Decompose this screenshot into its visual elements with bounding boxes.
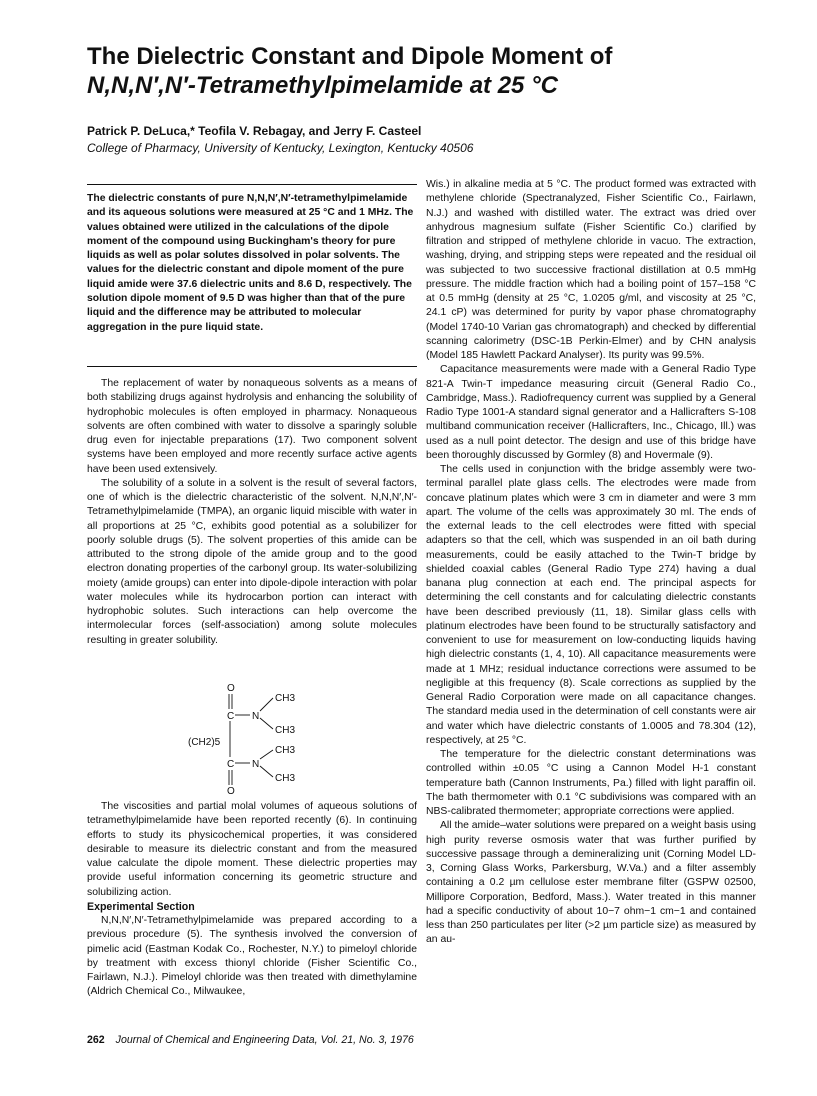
right-column — [426, 178, 756, 948]
left-column-bottom — [87, 800, 417, 1000]
methyl-label-1: CH3 — [275, 693, 296, 704]
carbon-top-label: C — [227, 711, 235, 722]
methyl-label-4: CH3 — [275, 773, 296, 784]
chemical-structure — [185, 681, 325, 796]
abstract: The dielectric constants of pure N,N,N′,N′-tetramethylpimelamide and its aqueous solutions were measured at 25 °C and 1 MHz. The values obtained were utilized in the calculations of the dipole moment of the compound using Buckingham's theory for pure liquids as well as polar solutes dissolved in polar solvents. The values for the dielectric constant and dipole moment of the pure liquid amide were 37.6 dielectric units and 8.6 D, respectively. The solution dipole moment of 9.5 D was higher than that of the pure liquid and the difference may be attributed to molecular aggregation in the pure liquid state. — [87, 193, 414, 333]
synthesis-paragraph: Wis.) in alkaline media at 5 °C. The product formed was extracted with methylene chloride (Spectranalyzed, Fisher Scientific Co., Fairlawn, N.J.) and washed with distilled water. The extract was dried over anhydrous magnesium sulfate (Fisher Scientific Co.) clarified by filtration and stripped of methylene chloride in vacuo. The extraction, washing, drying, and stripping steps were repeated and the residual oil was subjected to two successive fractional distillation at 0.5 mmHg pressure. The middle fraction which had a boiling point of 157–158 °C at 0.5 mmHg (density at 25 °C, 1.0205 g/ml, and viscosity at 25 °C, 24.1 cP) was determined for purity by vapor phase chromatography (Model 1740-10 Varian gas chromatograph) and checked by differential scanning calorimetry (DSC-1B Perkin-Elmer) and by CHN analysis (Model 185 Hawlett Packard Analyser). Its purity was 99.5%. — [426, 179, 756, 361]
oxygen-top-label: O — [227, 683, 235, 694]
structure-bonds — [229, 694, 273, 785]
page-number: 262 — [87, 1034, 105, 1046]
methylene-chain-label: (CH2)5 — [188, 737, 221, 748]
page-footer — [87, 1034, 414, 1046]
abstract-top-rule — [87, 184, 417, 185]
left-column-top — [87, 377, 417, 648]
nitrogen-bottom-label: N — [252, 759, 260, 770]
solutions-paragraph: All the amide–water solutions were prepared on a weight basis using high purity reverse osmosis water that was further purified by successive passage through a demineralizing unit (Corning Model LD-3, Corning Glass Works, Parkersburg, W.Va.) and a filter assembly containing a 0.2 µm cellulose ester membrane filter (GSPW 02500, Millipore Corporation, Bedford, Mass.). Water treated in this manner had a specific conductivity of about 10−7 ohm−1 cm−1 and contained less than 250 particulates per liter (>2 µm particle size) as measured by an au- — [426, 820, 756, 946]
methyl-label-2: CH3 — [275, 725, 296, 736]
intro-paragraph-2: The solubility of a solute in a solvent is the result of several factors, one of which is the dielectric characteristic of the solvent. N,N,N′,N′-Tetramethylpimelamide (TMPA), an organic liquid miscible with water in all proportions at 25 °C, exhibits good potential as a solubilizer for poorly soluble drugs (5). The solvent properties of this amide can be attributed to the strong dipole of the amide group and to the good electron donating properties of the carbonyl group. Its water-solubilizing moiety (amide groups) can enter into dipole-dipole interaction with polar water molecules while its hydrocarbon portion can interact with hydrophobic solutes. Such interactions can help overcome the intermolecular forces (self-association) among solute molecules resulting in greater solubility. — [87, 477, 417, 646]
journal-citation: Journal of Chemical and Engineering Data, Vol. 21, No. 3, 1976 — [115, 1034, 414, 1046]
cells-paragraph: The cells used in conjunction with the bridge assembly were two-terminal parallel plate glass cells. The electrodes were made from concave platinum plates which were 3 cm in diameter and were 3 mm apart. The volume of the cells was approximately 30 ml. The ends of the external leads to the cell electrodes were fitted with special adapters so that the cell, which was suspended in an oil bath during measurements, could be easily attached to the Twin-T bridge by shielded coaxial cables (General Radio Type 274) having a dual banana plug connection at each end. The principal aspects for determining the cell constants and for calculating dielectric constants have been described previously (11, 18). Similar glass cells with platinum electrodes have been found to be structurally satisfactory and convenient to use for measurement on low-conducting liquids having high dielectric constants (1, 4, 10). All capacitance measurements were made at 1 MHz; residual inductance corrections were assumed to be negligible at this frequency (8). Scale corrections as supplied by the General Radio Corporation were made on all capacitance changes. The standard media used in the determination of cell constants were air and water which have dielectric constants of 1.0005 and 78.304 (12), respectively, at 25 °C. — [426, 464, 756, 746]
experimental-paragraph-1: N,N,N′,N′-Tetramethylpimelamide was prepared according to a previous procedure (5). The synthesis involved the conversion of pimelic acid (Eastman Kodak Co., Rochester, N.Y.) to pimeloyl chloride by treatment with excess thionyl chloride (Fisher Scientific Co., Fairlawn, N.J.). Pimeloyl chloride was then treated with dimethylamine (Aldrich Chemical Co., Milwaukee, — [87, 915, 417, 998]
author-list: Patrick P. DeLuca,* Teofila V. Rebagay, and Jerry F. Casteel — [87, 124, 422, 138]
intro-paragraph-3: The viscosities and partial molal volumes of aqueous solutions of tetramethylpimelamide have been reported recently (6). In continuing efforts to study its physicochemical properties, it was considered desirable to measure its dielectric constant and from the measured value calculate the dipole moment. These dielectric properties may provide useful information concerning its geometric structure and solubilizing action. — [87, 801, 417, 898]
carbon-bottom-label: C — [227, 759, 235, 770]
nitrogen-top-label: N — [252, 711, 260, 722]
oxygen-bottom-label: O — [227, 786, 235, 796]
temperature-paragraph: The temperature for the dielectric constant determinations was controlled within ±0.05 °C using a Cannon Model H-1 constant temperature bath (Cannon Instruments, Pa.) filled with light paraffin oil. The bath thermometer with 0.1 °C subdivisions was compared with an NBS-calibrated thermometer; appropriate corrections were applied. — [426, 749, 756, 817]
capacitance-paragraph: Capacitance measurements were made with a General Radio Type 821-A Twin-T impedance measuring circuit (General Radio Co., Cambridge, Mass.). Radiofrequency current was supplied by a General Radio Type 1001-A standard signal generator and a Hallicrafters S-108 multiband communication receiver (Hallicrafters, Inc., Chicago, Ill.) was used as a null point detector. The design and use of this bridge have been thoroughly discussed by Gormley (8) and Hovermale (9). — [426, 364, 756, 461]
title-line-1: The Dielectric Constant and Dipole Moment of — [87, 43, 613, 70]
intro-paragraph-1: The replacement of water by nonaqueous solvents as a means of both stabilizing drugs against hydrolysis and enhancing the solubility of hydrophobic molecules is often employed in pharmacy. Nonaqueous solvents are often combined with water to dissolve a sparingly soluble drug even for injectable preparations (17). Two component solvent systems have been employed and more recently surface active agents have been used extensively. — [87, 378, 417, 475]
methyl-label-3: CH3 — [275, 745, 296, 756]
title-line-2: N,N,N′,N′-Tetramethylpimelamide at 25 °C — [87, 72, 558, 99]
abstract-bottom-rule — [87, 366, 417, 367]
affiliation: College of Pharmacy, University of Kentucky, Lexington, Kentucky 40506 — [87, 141, 474, 155]
article-title — [87, 42, 747, 100]
section-heading-experimental: Experimental Section — [87, 900, 195, 913]
